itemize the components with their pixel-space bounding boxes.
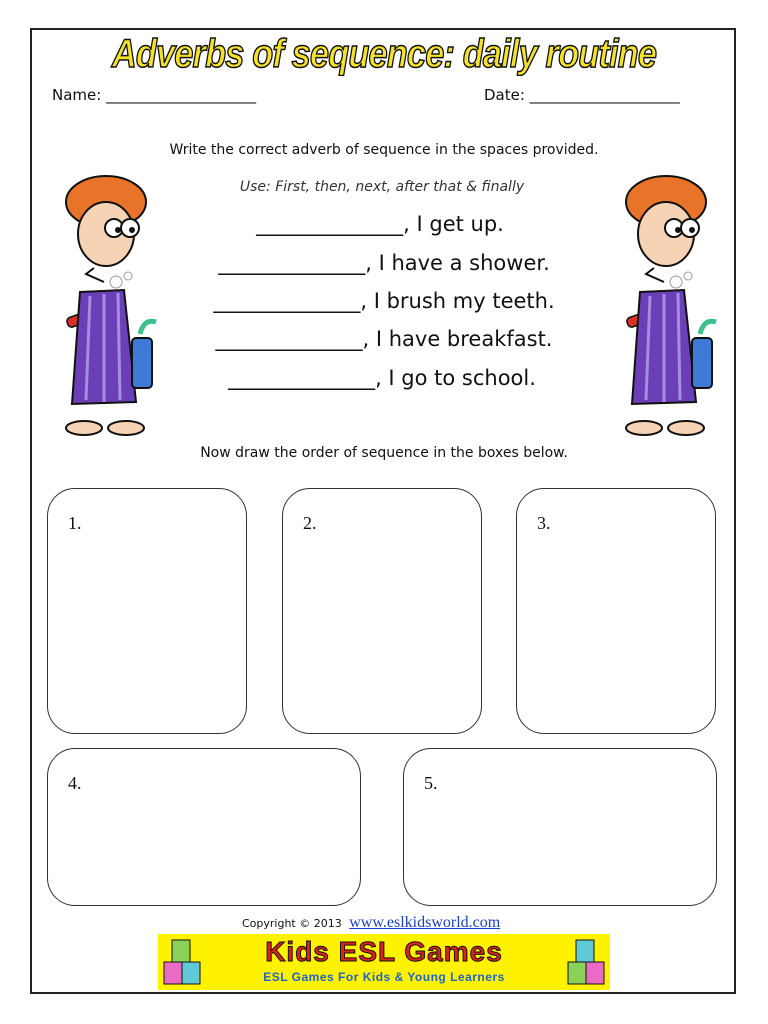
sentence-2[interactable]: ______________, I have a shower.: [218, 251, 550, 275]
sentence-3[interactable]: ______________, I brush my teeth.: [213, 289, 555, 313]
sentence-1[interactable]: ______________, I get up.: [256, 212, 504, 236]
drawing-box-3[interactable]: [516, 488, 716, 734]
draw-instruction: Now draw the order of sequence in the boxes below.: [200, 445, 568, 461]
toy-blocks-icon: [564, 936, 608, 988]
boy-brushing-teeth-illustration-right: [604, 172, 722, 440]
kids-esl-games-banner: [158, 934, 610, 990]
box-number: 1.: [68, 513, 82, 533]
date-label: Date:: [484, 86, 525, 104]
banner-subtitle: ESL Games For Kids & Young Learners: [263, 970, 505, 984]
drawing-box-2[interactable]: [282, 488, 482, 734]
box-number: 3.: [537, 513, 551, 533]
box-number: 5.: [424, 773, 438, 793]
copyright-text: Copyright © 2013: [242, 917, 342, 930]
name-blank[interactable]: ____________________: [106, 86, 257, 104]
write-instruction: Write the correct adverb of sequence in the spaces provided.: [169, 142, 599, 158]
name-label: Name:: [52, 86, 102, 104]
copyright-line: [242, 914, 500, 932]
sentence-5[interactable]: ______________, I go to school.: [228, 366, 536, 390]
website-link[interactable]: www.eslkidsworld.com: [349, 914, 501, 931]
banner-title: Kids ESL Games: [265, 936, 503, 967]
drawing-box-5[interactable]: [403, 748, 717, 906]
date-blank[interactable]: ____________________: [529, 86, 680, 104]
drawing-box-1[interactable]: [47, 488, 247, 734]
box-number: 4.: [68, 773, 82, 793]
worksheet-title: Adverbs of sequence: daily routine: [111, 32, 657, 76]
name-field: [52, 86, 256, 104]
drawing-box-4[interactable]: [47, 748, 361, 906]
sentence-4[interactable]: ______________, I have breakfast.: [215, 327, 553, 351]
date-field: [484, 86, 680, 104]
box-number: 2.: [303, 513, 317, 533]
word-bank: Use: First, then, next, after that & finally: [239, 179, 525, 195]
boy-brushing-teeth-illustration-left: [44, 172, 162, 440]
